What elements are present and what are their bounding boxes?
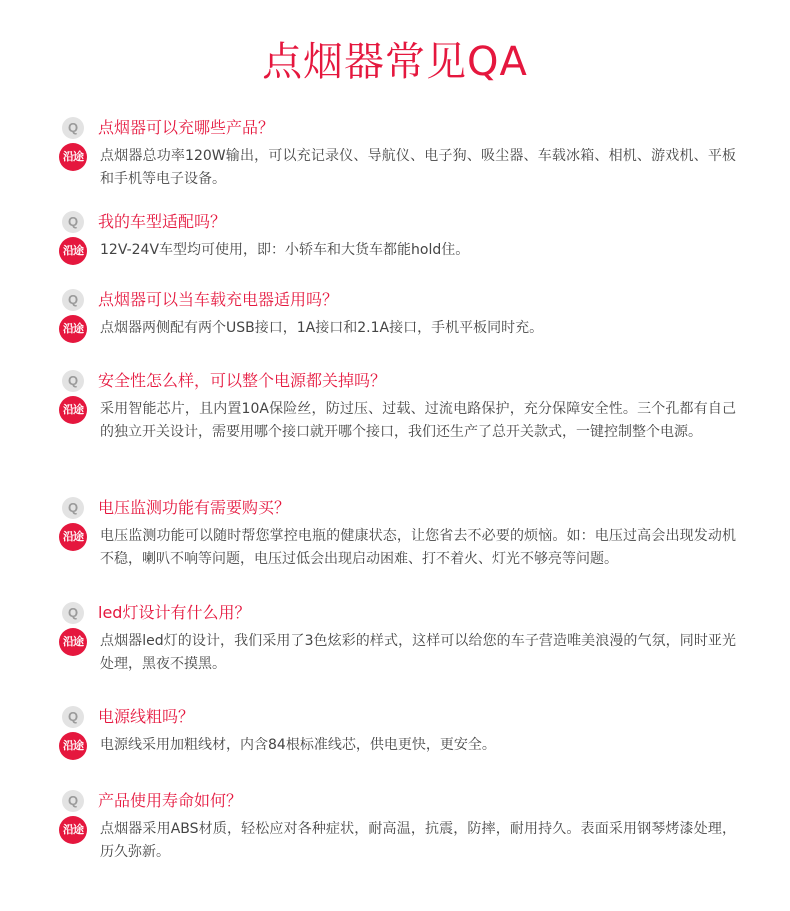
answer-logo-icon: 沿途 xyxy=(59,816,87,844)
faq-question: 安全性怎么样，可以整个电源都关掉吗？ xyxy=(98,371,387,390)
question-icon: Q xyxy=(62,497,84,519)
question-icon: Q xyxy=(62,706,84,728)
question-icon: Q xyxy=(62,211,84,233)
answer-logo-icon: 沿途 xyxy=(59,628,87,656)
question-icon: Q xyxy=(62,370,84,392)
answer-logo-icon: 沿途 xyxy=(59,396,87,424)
faq-answer: 电压监测功能可以随时帮您掌控电瓶的健康状态，让您省去不必要的烦恼。如：电压过高会出现发动机不稳，喇叭不响等问题，电压过低会出现启动困难、打不着火、灯光不够亮等问题。 xyxy=(100,528,736,567)
faq-question: 电压监测功能有需要购买？ xyxy=(98,498,291,517)
faq-answer: 12V-24V车型均可使用，即：小轿车和大货车都能hold住。 xyxy=(100,242,470,258)
faq-answer: 点烟器采用ABS材质，轻松应对各种症状，耐高温，抗震，防摔，耐用持久。表面采用钢琴烤漆处理，历久弥新。 xyxy=(100,821,736,860)
answer-logo-icon: 沿途 xyxy=(59,237,87,265)
faq-question: led灯设计有什么用？ xyxy=(98,603,251,622)
question-icon: Q xyxy=(62,602,84,624)
page-title: 点烟器常见QA xyxy=(262,39,528,85)
question-icon: Q xyxy=(62,117,84,139)
faq-question: 我的车型适配吗？ xyxy=(98,212,227,231)
faq-question: 点烟器可以充哪些产品？ xyxy=(98,118,275,137)
answer-logo-icon: 沿途 xyxy=(59,523,87,551)
faq-question: 产品使用寿命如何？ xyxy=(98,791,243,810)
faq-question: 点烟器可以当车载充电器适用吗？ xyxy=(98,290,339,309)
question-icon: Q xyxy=(62,790,84,812)
faq-answer: 电源线采用加粗线材，内含84根标准线芯，供电更快，更安全。 xyxy=(100,737,496,753)
faq-question: 电源线粗吗？ xyxy=(98,707,195,726)
answer-logo-icon: 沿途 xyxy=(59,315,87,343)
question-icon: Q xyxy=(62,289,84,311)
faq-answer: 点烟器两侧配有两个USB接口，1A接口和2.1A接口，手机平板同时充。 xyxy=(100,320,544,336)
faq-answer: 采用智能芯片，且内置10A保险丝，防过压、过载、过流电路保护，充分保障安全性。三个孔都有自己的独立开关设计，需要用哪个接口就开哪个接口，我们还生产了总开关款式，一键控制整个电源。 xyxy=(100,401,736,440)
answer-logo-icon: 沿途 xyxy=(59,732,87,760)
faq-answer: 点烟器led灯的设计，我们采用了3色炫彩的样式，这样可以给您的车子营造唯美浪漫的气氛，同时亚光处理，黑夜不摸黑。 xyxy=(100,633,736,672)
faq-answer: 点烟器总功率120W输出，可以充记录仪、导航仪、电子狗、吸尘器、车载冰箱、相机、游戏机、平板和手机等电子设备。 xyxy=(100,148,736,187)
answer-logo-icon: 沿途 xyxy=(59,143,87,171)
